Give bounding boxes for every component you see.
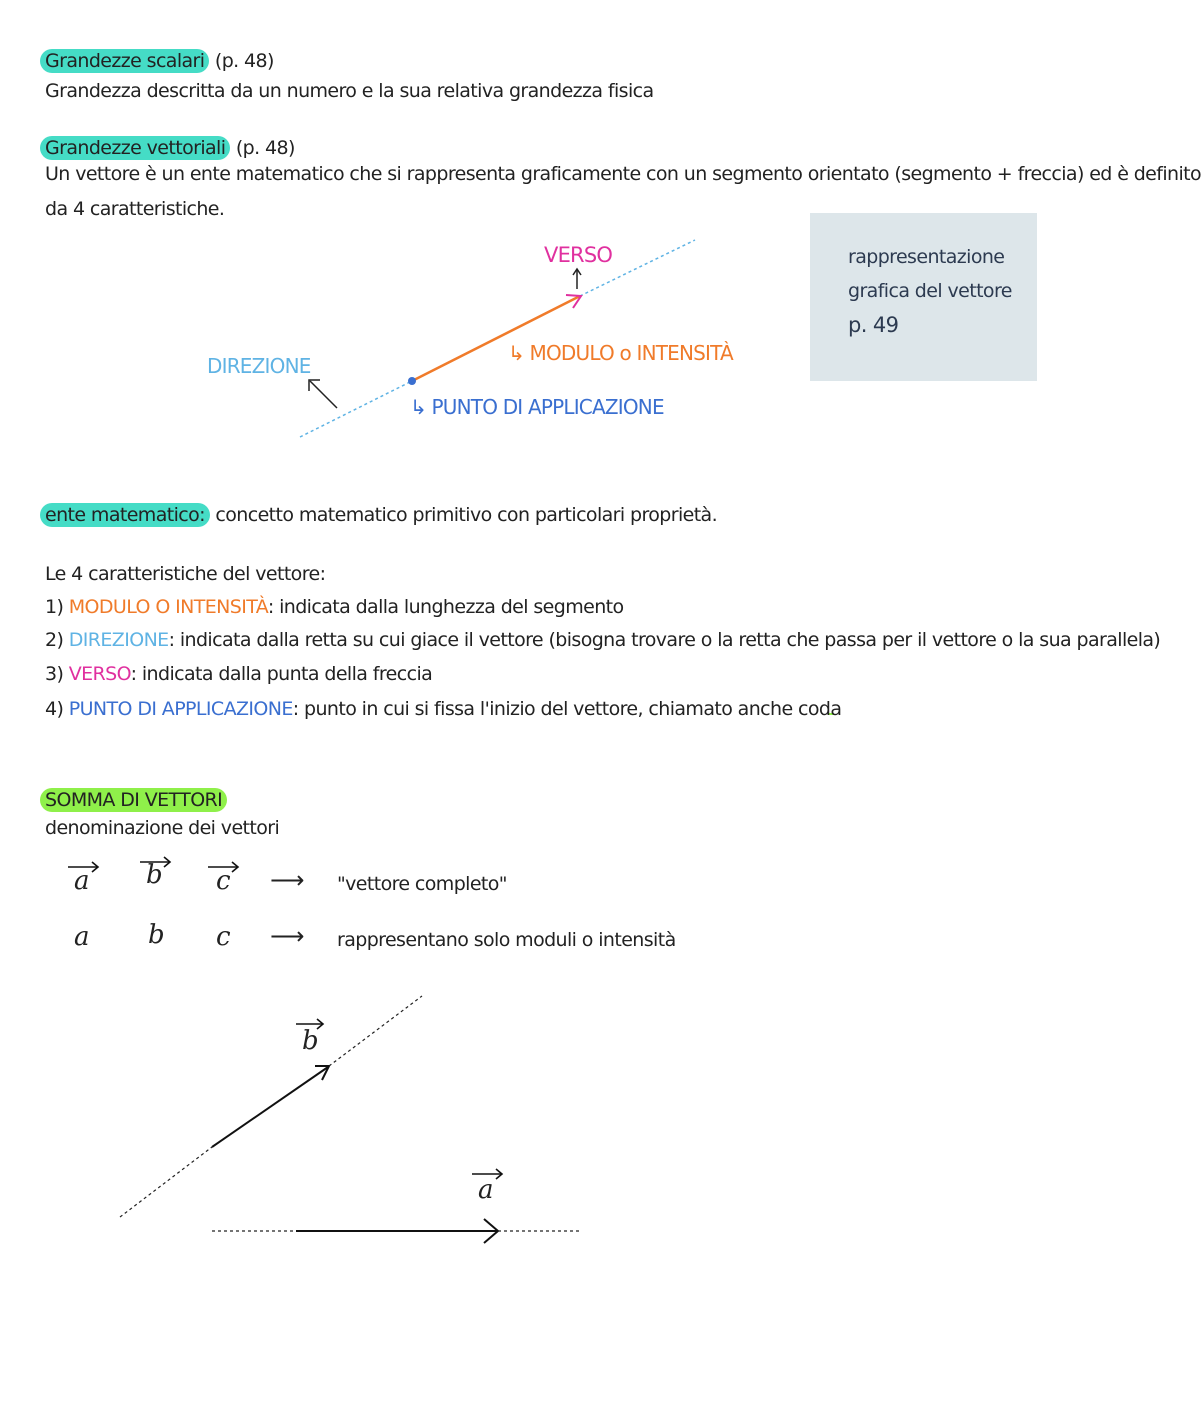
ente-term: ente matematico: <box>40 503 210 527</box>
label-modulo: ↳ MODULO o INTENSITÀ <box>508 341 733 365</box>
characteristic-2 <box>45 629 1160 651</box>
vector-b-symbol: b <box>146 860 163 890</box>
diagram-vector-a-label: a <box>478 1175 494 1205</box>
vector-a-symbol: a <box>74 866 90 896</box>
row2-arrow: ⟶ <box>270 922 305 950</box>
vector-b-arrowhead <box>315 1066 329 1080</box>
diagram-vector-b-label: b <box>302 1026 319 1056</box>
vector-title: Grandezze vettoriali <box>40 136 230 160</box>
note-line-2: grafica del vettore <box>848 280 1012 302</box>
application-point <box>408 377 416 385</box>
note-line-3: p. 49 <box>848 313 899 337</box>
scalar-definition: Grandezza descritta da un numero e la sua relativa grandezza fisica <box>45 80 654 102</box>
characteristic-4-num: 4) <box>45 698 69 720</box>
characteristic-1-name: MODULO O INTENSITÀ <box>68 596 268 618</box>
notation-arrows <box>68 857 502 1179</box>
sum-heading <box>45 789 227 811</box>
characteristic-4 <box>45 698 841 720</box>
ente-definition-row <box>45 504 717 526</box>
vector-b-dashed-upper <box>329 996 422 1066</box>
characteristic-4-name: PUNTO DI APPLICAZIONE <box>68 698 293 720</box>
characteristic-2-num: 2) <box>45 629 69 651</box>
label-punto: ↳ PUNTO DI APPLICAZIONE <box>410 395 664 419</box>
characteristic-1-desc: : indicata dalla lunghezza del segmento <box>267 596 624 618</box>
sum-title: SOMMA DI VETTORI <box>40 788 227 812</box>
modulus-c: c <box>216 922 231 952</box>
characteristic-3-name: VERSO <box>68 663 131 685</box>
row1-arrow: ⟶ <box>270 866 305 894</box>
vector-b-line <box>212 1067 328 1147</box>
label-verso: VERSO <box>544 243 613 267</box>
characteristic-1-num: 1) <box>45 596 69 618</box>
direzione-arrow <box>310 381 337 408</box>
row2-text: rappresentano solo moduli o intensità <box>337 929 676 951</box>
label-direzione: DIREZIONE <box>207 354 311 378</box>
modulus-b: b <box>148 920 165 950</box>
vector-page-ref: (p. 48) <box>235 137 295 159</box>
vector-definition-line1: Un vettore è un ente matematico che si rappresenta graficamente con un segmento orientato (segmento + freccia) ed è definito <box>45 163 1201 185</box>
vector-c-symbol: c <box>216 866 231 896</box>
characteristic-3-num: 3) <box>45 663 69 685</box>
vector-b-dashed-lower <box>120 1147 212 1217</box>
note-line-1: rappresentazione <box>848 246 1005 268</box>
note-box <box>810 213 1037 381</box>
characteristic-3-desc: : indicata dalla punta della freccia <box>130 663 433 685</box>
orange-vector <box>412 296 580 381</box>
characteristic-3 <box>45 663 432 685</box>
vector-definition-line2: da 4 caratteristiche. <box>45 198 225 220</box>
modulus-a: a <box>74 922 90 952</box>
direction-line-lower <box>300 381 412 437</box>
characteristic-2-name: DIREZIONE <box>68 629 169 651</box>
characteristics-intro: Le 4 caratteristiche del vettore: <box>45 563 326 585</box>
scalar-title: Grandezze scalari <box>40 49 209 73</box>
sum-subtitle: denominazione dei vettori <box>45 817 280 839</box>
row1-text: "vettore completo" <box>337 873 507 895</box>
scalar-page-ref: (p. 48) <box>214 50 274 72</box>
ente-definition: concetto matematico primitivo con particolari proprietà. <box>215 504 718 526</box>
characteristic-2-desc: : indicata dalla retta su cui giace il vettore (bisogna trovare o la retta che passa per il vettore o la sua parallela) <box>168 629 1161 651</box>
characteristic-1 <box>45 596 624 618</box>
characteristic-4-desc: : punto in cui si fissa l'inizio del vettore, chiamato anche coda <box>292 698 842 720</box>
